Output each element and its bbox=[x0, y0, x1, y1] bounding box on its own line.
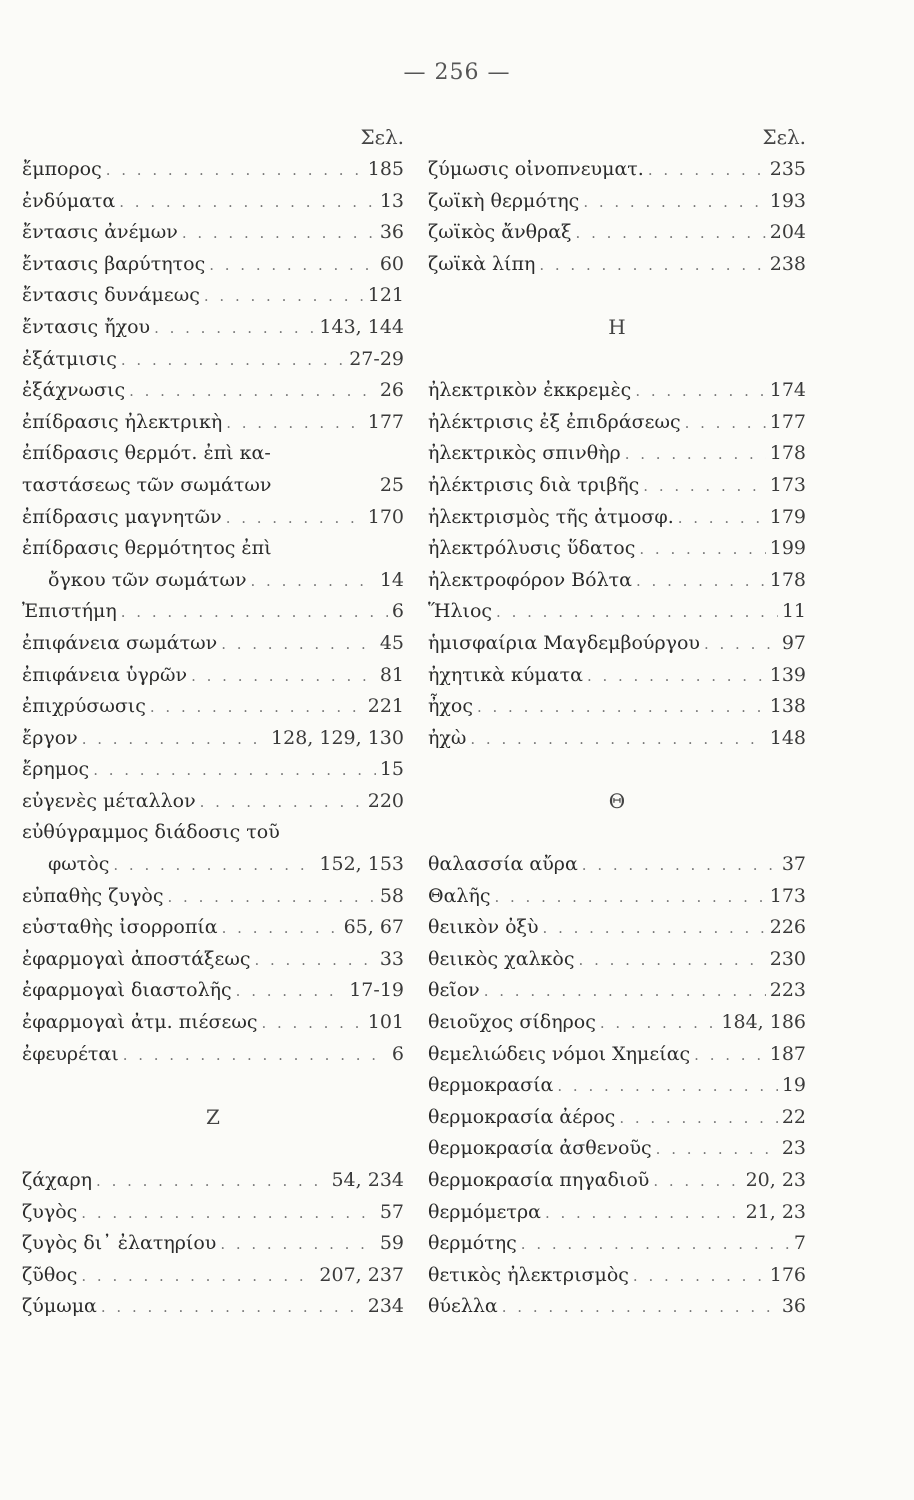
index-entry bbox=[22, 344, 404, 376]
entry-page: 143, 144 bbox=[319, 315, 404, 338]
index-entry bbox=[22, 596, 404, 628]
entry-label: εὐγενὲς μέταλλον bbox=[22, 789, 196, 812]
index-entry bbox=[22, 723, 404, 755]
entry-label: ἐξάχνωσις bbox=[22, 379, 126, 402]
page-column-header: Σελ. bbox=[762, 125, 806, 149]
entry-label: εὐπαθὴς ζυγὸς bbox=[22, 884, 164, 907]
entry-label: θερμότης bbox=[428, 1232, 517, 1255]
entry-label: ἐπίδρασις μαγνητῶν bbox=[22, 505, 222, 528]
entry-label: ζύμωσις οἰνοπνευματ. bbox=[428, 158, 644, 180]
index-entry bbox=[428, 375, 806, 407]
dot-leader bbox=[539, 250, 765, 281]
dot-leader bbox=[209, 250, 376, 281]
entry-label-continuation: φωτὸς bbox=[48, 853, 110, 876]
index-entry bbox=[22, 1039, 404, 1071]
dot-leader bbox=[81, 1198, 376, 1229]
index-entry bbox=[428, 1291, 806, 1323]
index-entry bbox=[22, 786, 404, 818]
index-entry bbox=[428, 154, 806, 186]
entry-label: θερμοκρασία ἀέρος bbox=[428, 1105, 616, 1128]
entry-label: θειικὸς χαλκὸς bbox=[428, 947, 575, 970]
entry-page: 13 bbox=[379, 189, 404, 212]
index-entry bbox=[428, 691, 806, 723]
dot-leader bbox=[81, 1261, 315, 1292]
index-entry bbox=[22, 944, 404, 976]
entry-page: 54, 234 bbox=[331, 1169, 404, 1192]
dot-leader bbox=[557, 1071, 777, 1102]
index-entry bbox=[22, 975, 404, 1007]
index-entry bbox=[428, 407, 806, 439]
entry-page: 207, 237 bbox=[319, 1263, 404, 1286]
index-entry bbox=[22, 1197, 404, 1229]
entry-page: 184, 186 bbox=[721, 1011, 806, 1034]
entry-page: 22 bbox=[781, 1105, 806, 1128]
entry-label: ἐπίδρασις θερμότητος ἐπὶ bbox=[22, 537, 272, 560]
dot-leader bbox=[494, 882, 765, 913]
entry-label: θύελλα bbox=[428, 1295, 498, 1318]
entry-page: 65, 67 bbox=[343, 916, 404, 939]
entry-label: ἔντασις ἀνέμων bbox=[22, 221, 178, 244]
entry-label: ἐνδύματα bbox=[22, 189, 116, 212]
entry-page: 226 bbox=[769, 916, 806, 939]
dot-leader bbox=[648, 155, 766, 186]
index-entry bbox=[428, 470, 806, 502]
index-entry bbox=[428, 1070, 806, 1102]
dot-leader bbox=[236, 976, 346, 1007]
index-entry bbox=[428, 438, 806, 470]
index-entry bbox=[22, 1007, 404, 1039]
entry-page: 220 bbox=[367, 789, 404, 812]
entry-page: 6 bbox=[391, 1042, 404, 1065]
entry-label: ἔντασις ἤχου bbox=[22, 315, 151, 338]
entry-label: ἐπίδρασις θερμότ. ἐπὶ κα- bbox=[22, 442, 271, 465]
index-entry bbox=[22, 1165, 404, 1197]
entry-label: ἐφευρέται bbox=[22, 1042, 119, 1065]
index-entry bbox=[428, 944, 806, 976]
dot-leader bbox=[168, 882, 376, 913]
entry-page: 17-19 bbox=[349, 979, 404, 1002]
entry-label: ζωϊκὸς ἄνθραξ bbox=[428, 221, 572, 244]
dot-leader bbox=[106, 155, 364, 186]
dot-leader bbox=[636, 566, 766, 597]
entry-label-continuation: ὄγκου τῶν σωμάτων bbox=[48, 568, 247, 591]
dot-leader bbox=[93, 755, 376, 786]
entry-page: 138 bbox=[769, 695, 806, 718]
entry-label-continuation: ταστάσεως τῶν σωμάτων bbox=[22, 473, 272, 496]
index-entry-multiline bbox=[22, 817, 404, 880]
index-entry bbox=[22, 312, 404, 344]
entry-label: Ἐπιστήμη bbox=[22, 600, 117, 623]
entry-page: 176 bbox=[769, 1263, 806, 1286]
index-entry-multiline bbox=[22, 533, 404, 596]
index-entry bbox=[22, 912, 404, 944]
index-entry bbox=[22, 691, 404, 723]
entry-page: 185 bbox=[367, 158, 404, 180]
entry-page: 199 bbox=[769, 537, 806, 560]
entry-label: ἠλεκτρικὸν ἐκκρεμὲς bbox=[428, 379, 632, 402]
entry-page: 170 bbox=[367, 505, 404, 528]
dot-leader bbox=[254, 945, 375, 976]
entry-label: ἠλεκτρισμὸς τῆς ἀτμοσφ. bbox=[428, 505, 674, 528]
entry-label: ἠλεκτροφόρον Βόλτα bbox=[428, 568, 632, 591]
entry-page: 97 bbox=[781, 631, 806, 654]
index-entry bbox=[22, 154, 404, 186]
index-entry bbox=[428, 628, 806, 660]
entry-page: 26 bbox=[379, 379, 404, 402]
entry-label: θεμελιώδεις νόμοι Χημείας bbox=[428, 1042, 691, 1065]
entry-page: 128, 129, 130 bbox=[271, 726, 404, 749]
entry-label: ἠλέκτρισις ἐξ ἐπιδράσεως bbox=[428, 410, 681, 433]
dot-leader bbox=[222, 913, 340, 944]
entry-label: ἠλέκτρισις διὰ τριβῆς bbox=[428, 473, 640, 496]
index-entry bbox=[22, 502, 404, 534]
index-entry bbox=[428, 533, 806, 565]
index-column-left bbox=[22, 120, 404, 1323]
entry-label: ἔντασις βαρύτητος bbox=[22, 252, 206, 275]
dot-leader bbox=[191, 661, 376, 692]
entry-label: θετικὸς ἠλεκτρισμὸς bbox=[428, 1263, 629, 1286]
index-entry bbox=[428, 1102, 806, 1134]
entry-page: 20, 23 bbox=[745, 1169, 806, 1192]
dot-leader bbox=[587, 661, 766, 692]
section-letter-theta: Θ bbox=[608, 789, 626, 814]
entry-label: θερμοκρασία bbox=[428, 1074, 554, 1097]
entry-label: ζύμωμα bbox=[22, 1295, 97, 1318]
dot-leader bbox=[579, 945, 766, 976]
entry-page: 36 bbox=[781, 1295, 806, 1318]
dot-leader bbox=[643, 471, 765, 502]
entry-page: 45 bbox=[379, 631, 404, 654]
entry-label: ἐπιχρύσωσις bbox=[22, 695, 146, 718]
entry-page: 27-29 bbox=[349, 347, 404, 370]
entry-page: 59 bbox=[379, 1232, 404, 1255]
entry-page: 25 bbox=[379, 473, 404, 496]
dot-leader bbox=[121, 345, 345, 376]
entry-page: 187 bbox=[769, 1042, 806, 1065]
index-entry bbox=[428, 502, 806, 534]
dot-leader bbox=[653, 1166, 741, 1197]
entry-label: ἔντασις δυνάμεως bbox=[22, 284, 200, 307]
index-entry bbox=[428, 881, 806, 913]
entry-page: 177 bbox=[367, 410, 404, 433]
entry-page: 177 bbox=[769, 410, 806, 433]
entry-page: 121 bbox=[367, 284, 404, 307]
dot-leader bbox=[470, 724, 765, 755]
index-entry bbox=[22, 407, 404, 439]
entry-label: ζωϊκὰ λίπη bbox=[428, 252, 536, 275]
entry-label: ἐφαρμογαὶ ἀποστάξεως bbox=[22, 947, 251, 970]
dot-leader bbox=[619, 1103, 777, 1134]
dot-leader bbox=[600, 1008, 718, 1039]
index-entry bbox=[428, 1260, 806, 1292]
entry-label: ἦχος bbox=[428, 695, 473, 718]
dot-leader bbox=[582, 850, 778, 881]
entry-page: 6 bbox=[391, 600, 404, 623]
index-entry bbox=[428, 912, 806, 944]
index-entry bbox=[428, 1197, 806, 1229]
dot-leader bbox=[694, 1040, 766, 1071]
entry-page: 139 bbox=[769, 663, 806, 686]
index-entry bbox=[22, 1228, 404, 1260]
entry-label: ἐξάτμισις bbox=[22, 347, 117, 370]
entry-page: 221 bbox=[367, 695, 404, 718]
dot-leader bbox=[521, 1229, 790, 1260]
entry-page: 179 bbox=[769, 505, 806, 528]
dot-leader bbox=[150, 692, 364, 723]
index-entry bbox=[428, 1165, 806, 1197]
entry-label: ἠχητικὰ κύματα bbox=[428, 663, 583, 686]
dot-leader bbox=[82, 724, 267, 755]
entry-label: ἡμισφαίρια Μαγδεμβούργου bbox=[428, 631, 700, 654]
dot-leader bbox=[496, 597, 778, 628]
entry-page: 57 bbox=[379, 1200, 404, 1223]
dot-leader bbox=[123, 1040, 388, 1071]
index-entry bbox=[428, 660, 806, 692]
entry-page: 11 bbox=[781, 600, 806, 623]
index-entry bbox=[22, 660, 404, 692]
index-entry bbox=[428, 975, 806, 1007]
dot-leader bbox=[685, 408, 766, 439]
entry-label: εὐθύγραμμος διάδοσις τοῦ bbox=[22, 821, 280, 844]
section-letter-eta: Η bbox=[608, 315, 626, 340]
dot-leader bbox=[477, 692, 766, 723]
dot-leader bbox=[154, 313, 315, 344]
entry-label: ἐπίδρασις ἠλεκτρικὴ bbox=[22, 410, 223, 433]
dot-leader bbox=[96, 1166, 327, 1197]
entry-page: 101 bbox=[367, 1011, 404, 1034]
index-entry bbox=[22, 754, 404, 786]
index-entry bbox=[22, 217, 404, 249]
dot-leader bbox=[182, 218, 376, 249]
dot-leader bbox=[545, 1198, 742, 1229]
dot-leader bbox=[678, 503, 766, 534]
entry-page: 173 bbox=[769, 473, 806, 496]
entry-page: 234 bbox=[367, 1295, 404, 1318]
dot-leader bbox=[204, 281, 364, 312]
entry-page: 148 bbox=[769, 726, 806, 749]
entry-label: ζῦθος bbox=[22, 1263, 78, 1286]
dot-leader bbox=[220, 1229, 375, 1260]
entry-label: ἐπιφάνεια ὑγρῶν bbox=[22, 663, 188, 686]
index-column-right bbox=[428, 120, 806, 1323]
entry-page: 37 bbox=[781, 853, 806, 876]
entry-page: 58 bbox=[379, 884, 404, 907]
entry-label: ζάχαρη bbox=[22, 1169, 93, 1192]
dot-leader bbox=[119, 187, 376, 218]
entry-label: ἠχὼ bbox=[428, 726, 467, 749]
index-entry bbox=[22, 186, 404, 218]
dot-leader bbox=[576, 218, 766, 249]
entry-page: 173 bbox=[769, 884, 806, 907]
dot-leader bbox=[583, 187, 765, 218]
dot-leader bbox=[656, 1134, 778, 1165]
entry-page: 81 bbox=[379, 663, 404, 686]
dot-leader bbox=[635, 376, 765, 407]
entry-page: 238 bbox=[769, 252, 806, 275]
dot-leader bbox=[633, 1261, 766, 1292]
index-entry bbox=[428, 849, 806, 881]
dot-leader bbox=[261, 1008, 363, 1039]
dot-leader bbox=[484, 976, 766, 1007]
index-entry bbox=[22, 1291, 404, 1323]
index-entry bbox=[428, 1133, 806, 1165]
entry-label: θειικὸν ὀξὺ bbox=[428, 916, 539, 939]
dot-leader bbox=[625, 439, 766, 470]
dot-leader bbox=[226, 503, 364, 534]
entry-page: 21, 23 bbox=[745, 1200, 806, 1223]
entry-page: 178 bbox=[769, 442, 806, 465]
entry-label: θαλασσία αὔρα bbox=[428, 853, 578, 876]
entry-label: θερμοκρασία πηγαδιοῦ bbox=[428, 1169, 650, 1192]
index-entry bbox=[428, 186, 806, 218]
section-letter-z: Ζ bbox=[206, 1105, 220, 1130]
entry-page: 19 bbox=[781, 1074, 806, 1097]
entry-label: ἐπιφάνεια σωμάτων bbox=[22, 631, 218, 654]
index-entry bbox=[428, 723, 806, 755]
entry-label: θειοῦχος σίδηρος bbox=[428, 1011, 596, 1034]
entry-page: 60 bbox=[379, 252, 404, 275]
dot-leader bbox=[543, 913, 766, 944]
entry-label: θερμοκρασία ἀσθενοῦς bbox=[428, 1137, 652, 1160]
index-entry bbox=[22, 628, 404, 660]
entry-page: 230 bbox=[769, 947, 806, 970]
entry-label: ζυγὸς δι᾽ ἐλατηρίου bbox=[22, 1232, 217, 1255]
entry-label: Θαλῆς bbox=[428, 884, 491, 907]
dot-leader bbox=[502, 1292, 778, 1323]
entry-page: 23 bbox=[781, 1137, 806, 1160]
index-entry bbox=[428, 1007, 806, 1039]
entry-label: Ἥλιος bbox=[428, 600, 493, 623]
index-entry bbox=[428, 1039, 806, 1071]
entry-label: ἔμπορος bbox=[22, 158, 102, 180]
entry-page: 235 bbox=[769, 158, 806, 180]
index-entry bbox=[22, 249, 404, 281]
entry-page: 36 bbox=[379, 221, 404, 244]
entry-page: 204 bbox=[769, 221, 806, 244]
entry-page: 14 bbox=[379, 568, 404, 591]
index-entry bbox=[428, 217, 806, 249]
index-entry bbox=[22, 1260, 404, 1292]
dot-leader bbox=[226, 408, 364, 439]
page-column-header: Σελ. bbox=[360, 125, 404, 149]
page-number: — 256 — bbox=[403, 60, 511, 85]
entry-page: 15 bbox=[379, 758, 404, 781]
entry-label: ἐφαρμογαὶ διαστολῆς bbox=[22, 979, 232, 1002]
entry-label: ζυγὸς bbox=[22, 1200, 78, 1223]
entry-label: εὐσταθὴς ἰσορροπία bbox=[22, 916, 218, 939]
dot-leader bbox=[121, 597, 388, 628]
entry-page: 193 bbox=[769, 189, 806, 212]
index-entry bbox=[428, 1228, 806, 1260]
entry-page: 178 bbox=[769, 568, 806, 591]
entry-label: ἔργον bbox=[22, 726, 78, 749]
dot-leader bbox=[704, 629, 778, 660]
entry-page: 223 bbox=[769, 979, 806, 1002]
entry-label: θεῖον bbox=[428, 979, 480, 1002]
dot-leader bbox=[129, 376, 376, 407]
index-entry bbox=[428, 596, 806, 628]
entry-page: 152, 153 bbox=[319, 853, 404, 876]
dot-leader bbox=[200, 787, 364, 818]
entry-page: 174 bbox=[769, 379, 806, 402]
index-entry-multiline bbox=[22, 438, 404, 501]
entry-label: ἠλεκτρικὸς σπινθὴρ bbox=[428, 442, 621, 465]
entry-label: θερμόμετρα bbox=[428, 1200, 541, 1223]
index-entry bbox=[22, 881, 404, 913]
entry-label: ἠλεκτρόλυσις ὕδατος bbox=[428, 537, 636, 560]
dot-leader bbox=[101, 1292, 364, 1323]
entry-label: ἔρημος bbox=[22, 758, 90, 781]
index-entry bbox=[22, 280, 404, 312]
index-entry bbox=[22, 375, 404, 407]
index-entry bbox=[428, 565, 806, 597]
dot-leader bbox=[221, 629, 376, 660]
dot-leader bbox=[639, 534, 765, 565]
entry-label: ἐφαρμογαὶ ἀτμ. πιέσεως bbox=[22, 1011, 258, 1034]
entry-label: ζωϊκὴ θερμότης bbox=[428, 189, 580, 212]
entry-page: 7 bbox=[793, 1232, 806, 1255]
index-entry bbox=[428, 249, 806, 281]
entry-page: 33 bbox=[379, 947, 404, 970]
